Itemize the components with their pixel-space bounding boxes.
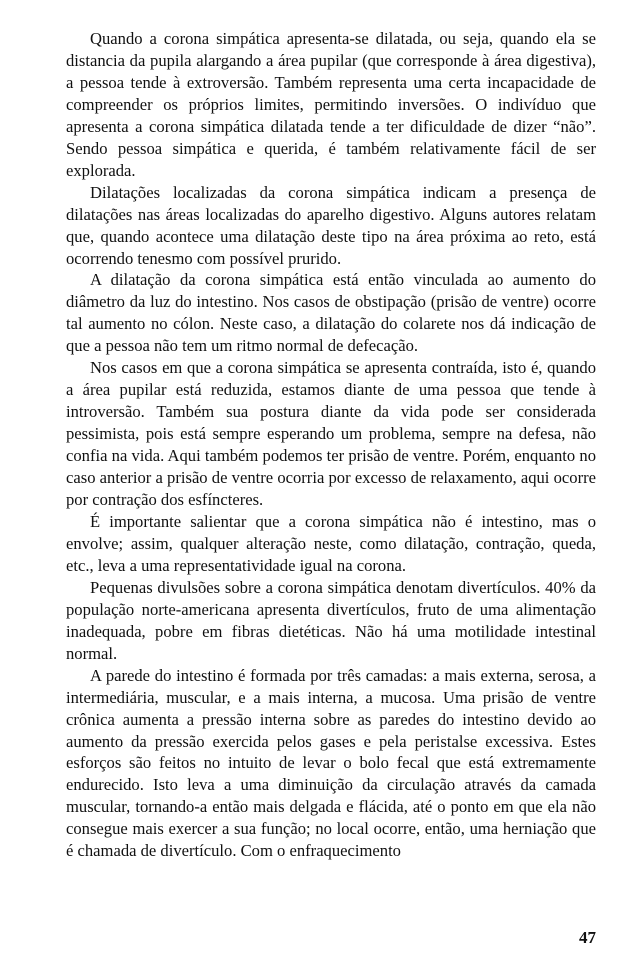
body-text — [66, 28, 596, 862]
paragraph-1: Quando a corona simpática apresenta-se dilatada, ou seja, quando ela se distancia da pupila alargando a área pupilar (que corresponde à área digestiva), a pessoa tende à extroversão. Também representa uma certa incapacidade de compreender os próprios limites, permitindo inversões. O indivíduo que apresenta a corona simpática dilatada tende a ter dificuldade de dizer “não”. Sendo pessoa simpática e querida, é também relativamente fácil de ser explorada. — [66, 29, 596, 180]
paragraph-2: Dilatações localizadas da corona simpática indicam a presença de dilatações nas áreas localizadas do aparelho digestivo. Alguns autores relatam que, quando acontece uma dilatação deste tipo na área próxima ao reto, está ocorrendo tenesmo com possível prurido. — [66, 182, 596, 268]
paragraph-3: A dilatação da corona simpática está então vinculada ao aumento do diâmetro da luz do intestino. Nos casos de obstipação (prisão de ventre) ocorre tal aumento no cólon. Neste caso, a dilatação do colarete nos dá indicação de que a pessoa não tem um ritmo normal de defecação. — [66, 270, 596, 356]
paragraph-5: É importante salientar que a corona simpática não é intestino, mas o envolve; assim, qualquer alteração neste, como dilatação, contração, queda, etc., leva a uma representatividade igual na corona. — [66, 511, 596, 575]
page-number: 47 — [579, 928, 596, 947]
paragraph-7: A parede do intestino é formada por três camadas: a mais externa, serosa, a intermediária, muscular, e a mais interna, a mucosa. Uma prisão de ventre crônica aumenta a pressão interna sobre as paredes do intestino devido ao aumento da pressão exercida pelos gases e pela peristalse excessiva. Estes esforços são feitos no intuito de levar o bolo fecal que está extremamente endurecido. Isto leva a uma diminuição da circulação através da camada muscular, tornando-a então mais delgada e flácida, até o ponto em que ela não consegue mais exercer a sua função; no local ocorre, então, uma herniação que é chamada de divertículo. Com o enfraquecimento — [66, 665, 596, 861]
paragraph-4: Nos casos em que a corona simpática se apresenta contraída, isto é, quando a área pupilar está reduzida, estamos diante de uma pessoa que tende à introversão. Também sua postura diante da vida pode ser considerada pessimista, pois está sempre esperando um problema, sempre na defesa, não confia na vida. Aqui também podemos ter prisão de ventre. Porém, enquanto no caso anterior a prisão de ventre ocorria por excesso de relaxamento, aqui ocorre por contração dos esfíncteres. — [66, 358, 596, 510]
paragraph-6: Pequenas divulsões sobre a corona simpática denotam divertículos. 40% da população norte-americana apresenta divertículos, fruto de uma alimentação inadequada, pobre em fibras dietéticas. Não há uma motilidade intestinal normal. — [66, 577, 596, 663]
